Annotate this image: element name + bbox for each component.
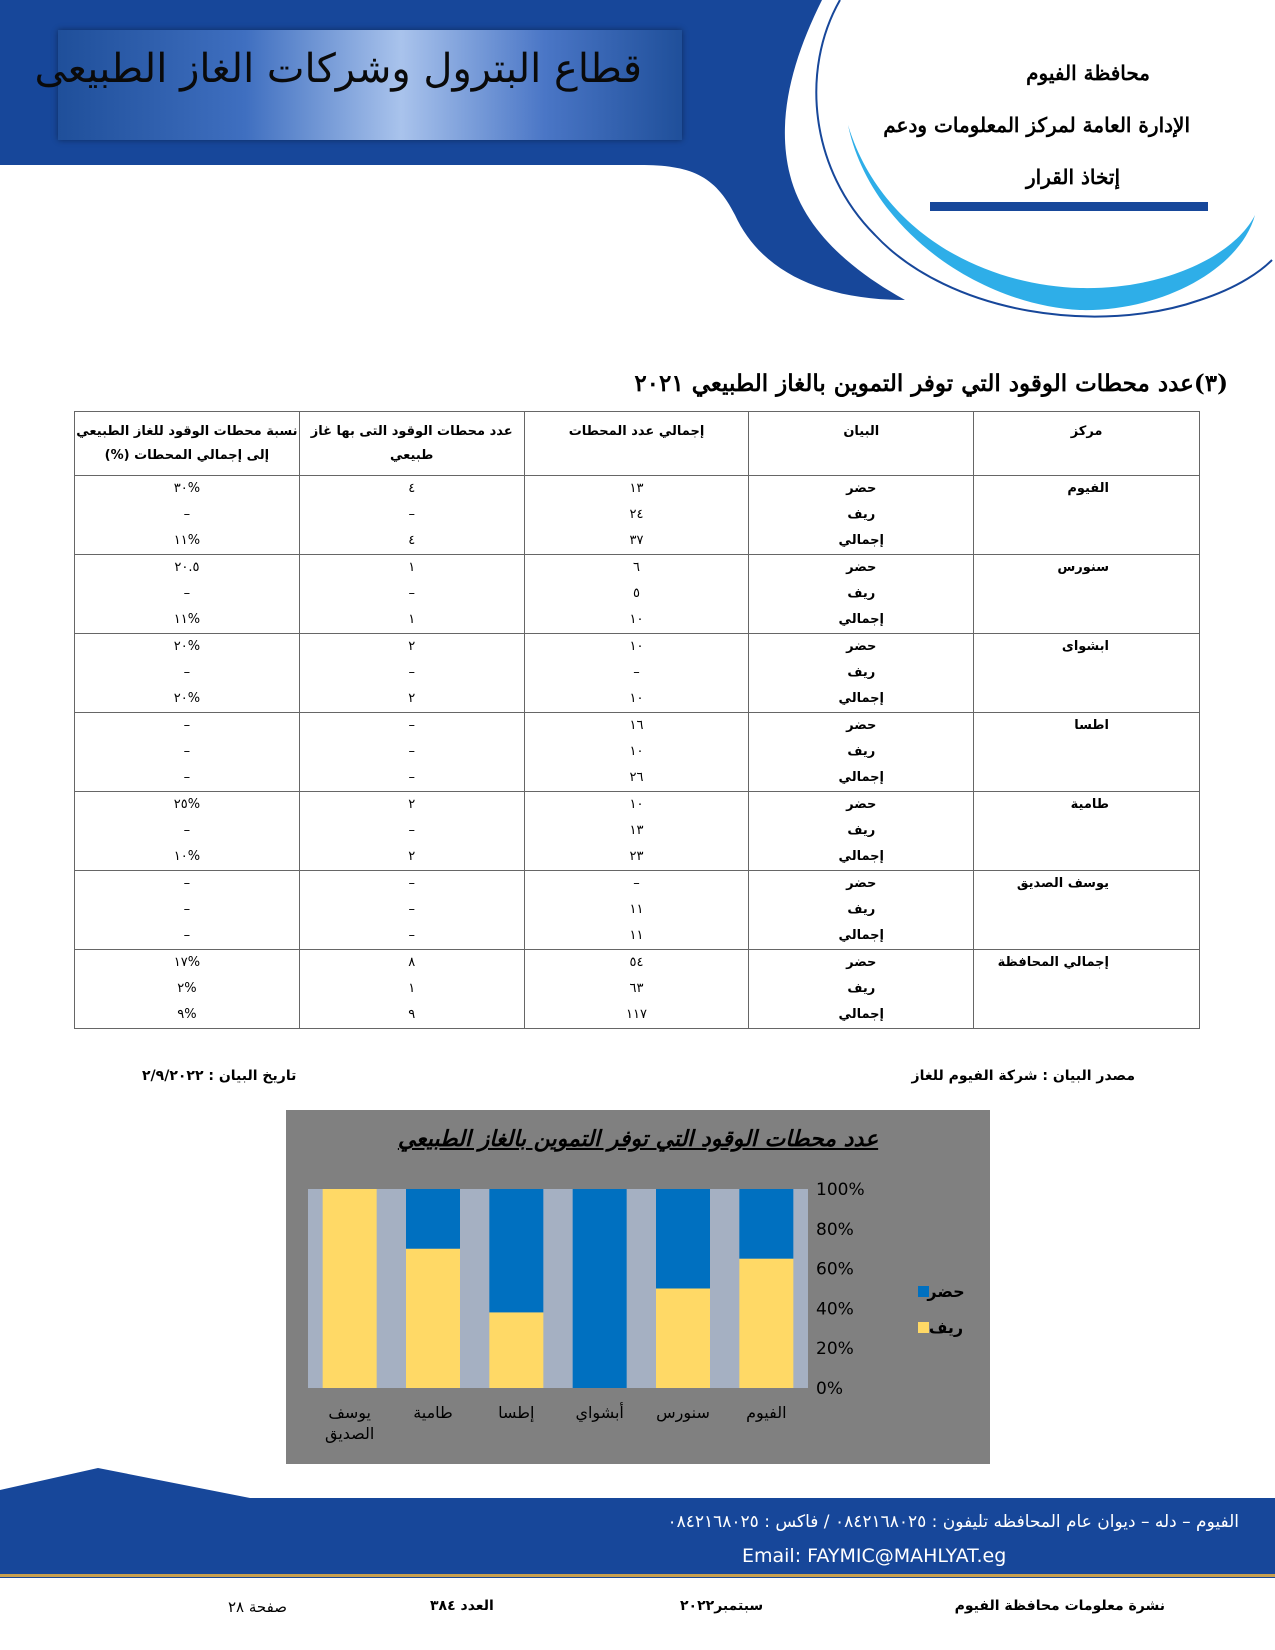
org-line-governorate: محافظة الفيوم <box>1026 61 1150 85</box>
legend-label: حضر <box>927 1282 965 1301</box>
bar-rural <box>489 1312 543 1388</box>
cell-ratio: – <box>75 818 300 844</box>
org-underline-bar <box>930 202 1208 211</box>
table-row <box>75 607 1200 634</box>
cell-ratio: – <box>75 581 300 607</box>
y-tick-label: 40% <box>816 1299 854 1320</box>
cell-center <box>974 660 1200 686</box>
header-ratio: نسبة محطات الوقود للغاز الطبيعي إلى إجمالي المحطات (%) <box>75 412 300 476</box>
cell-center <box>974 976 1200 1002</box>
cell-ratio: %١١ <box>75 528 300 555</box>
cell-total: ١٣ <box>524 818 749 844</box>
banner-title: قطاع البترول وشركات الغاز الطبيعى <box>34 46 642 92</box>
bar-urban <box>406 1189 460 1249</box>
cell-ratio: – <box>75 923 300 950</box>
bulletin-month: سبتمبر٢٠٢٢ <box>680 1598 764 1614</box>
plot-area <box>308 1189 808 1388</box>
cell-total: ١٠ <box>524 686 749 713</box>
cell-gas: ٢ <box>299 634 524 661</box>
cell-center: الفيوم <box>974 476 1200 503</box>
cell-center <box>974 581 1200 607</box>
cell-item: إجمالي <box>749 923 974 950</box>
cell-ratio: %٢٠ <box>75 686 300 713</box>
data-source: مصدر البيان : شركة الفيوم للغاز <box>911 1068 1135 1084</box>
x-tick-label: يوسف <box>328 1403 372 1422</box>
cell-gas: – <box>299 765 524 792</box>
org-line-decision: إتخاذ القرار <box>1025 165 1120 189</box>
y-tick-label: 80% <box>816 1219 854 1240</box>
table-row <box>75 739 1200 765</box>
table-row <box>75 976 1200 1002</box>
table-header-row <box>75 412 1200 476</box>
cell-gas: – <box>299 871 524 898</box>
cell-total: ٣٧ <box>524 528 749 555</box>
cell-gas: ٩ <box>299 1002 524 1029</box>
cell-center: إجمالي المحافظة <box>974 950 1200 977</box>
bulletin-name: نشرة معلومات محافظة الفيوم <box>954 1598 1165 1614</box>
cell-gas: – <box>299 713 524 740</box>
bar-rural <box>656 1289 710 1389</box>
table-row <box>75 923 1200 950</box>
cell-center: ابشواى <box>974 634 1200 661</box>
footer-email: Email: FAYMIC@MAHLYAT.eg <box>742 1545 1007 1567</box>
cell-center <box>974 1002 1200 1029</box>
cell-center <box>974 897 1200 923</box>
cell-gas: ٤ <box>299 528 524 555</box>
cell-total: ١٣ <box>524 476 749 503</box>
cell-total: ١٠ <box>524 607 749 634</box>
table-row <box>75 502 1200 528</box>
cell-ratio: %٢ <box>75 976 300 1002</box>
cell-total: ١١ <box>524 897 749 923</box>
y-tick-label: 20% <box>816 1339 854 1360</box>
cell-total: – <box>524 871 749 898</box>
cell-total: ٢٦ <box>524 765 749 792</box>
cell-center <box>974 686 1200 713</box>
header-center: مركز <box>974 412 1200 476</box>
cell-item: إجمالي <box>749 765 974 792</box>
legend-swatch <box>918 1322 929 1333</box>
bar-urban <box>739 1189 793 1259</box>
chart-title: عدد محطات الوقود التي توفر التموين بالغاز الطبيعي <box>397 1126 879 1152</box>
cell-center <box>974 765 1200 792</box>
cell-item: حضر <box>749 950 974 977</box>
table-row <box>75 950 1200 977</box>
cell-center <box>974 607 1200 634</box>
cell-gas: ٢ <box>299 844 524 871</box>
cell-total: ١٦ <box>524 713 749 740</box>
cell-ratio: %٢٥ <box>75 792 300 819</box>
bar-rural <box>739 1259 793 1388</box>
cell-item: إجمالي <box>749 528 974 555</box>
cell-ratio: %١٠ <box>75 844 300 871</box>
x-tick-label: الفيوم <box>746 1403 787 1422</box>
bar-rural <box>406 1249 460 1388</box>
footer-address: الفيوم – دله – ديوان عام المحافظه تليفون : ٠٨٤٢١٦٨٠٢٥ / فاكس : ٠٨٤٢١٦٨٠٢٥ <box>667 1512 1239 1532</box>
table-row <box>75 555 1200 582</box>
footer-gold-line <box>0 1574 1275 1577</box>
table-row <box>75 765 1200 792</box>
cell-item: ريف <box>749 976 974 1002</box>
cell-center <box>974 502 1200 528</box>
table-row <box>75 581 1200 607</box>
table-title: (٣)عدد محطات الوقود التي توفر التموين بالغاز الطبيعي ٢٠٢١ <box>634 370 1228 397</box>
cell-ratio: – <box>75 660 300 686</box>
cell-gas: ٢ <box>299 792 524 819</box>
cell-gas: ١ <box>299 976 524 1002</box>
cell-gas: – <box>299 660 524 686</box>
cell-ratio: %٩ <box>75 1002 300 1029</box>
table-row <box>75 792 1200 819</box>
cell-total: ٥٤ <box>524 950 749 977</box>
title-banner <box>34 30 682 140</box>
cell-item: ريف <box>749 660 974 686</box>
cell-total: ١٠ <box>524 792 749 819</box>
cell-total: ٢٣ <box>524 844 749 871</box>
x-tick-label: أبشواي <box>575 1403 624 1422</box>
cell-ratio: – <box>75 739 300 765</box>
cell-ratio: – <box>75 765 300 792</box>
table-row <box>75 528 1200 555</box>
data-date: تاريخ البيان : ٢/٩/٢٠٢٢ <box>142 1068 297 1084</box>
x-tick-label: الصديق <box>324 1424 375 1443</box>
cell-ratio: – <box>75 871 300 898</box>
bar-urban <box>656 1189 710 1289</box>
cell-center <box>974 818 1200 844</box>
cell-item: ريف <box>749 502 974 528</box>
cell-total: ١١٧ <box>524 1002 749 1029</box>
cell-gas: ١ <box>299 555 524 582</box>
header-item: البيان <box>749 412 974 476</box>
cell-gas: ٤ <box>299 476 524 503</box>
org-line-center: الإدارة العامة لمركز المعلومات ودعم <box>883 113 1190 137</box>
organization-block <box>883 55 1210 195</box>
legend-label: ريف <box>928 1318 964 1337</box>
header-gas: عدد محطات الوقود التى بها غاز طبيعي <box>299 412 524 476</box>
cell-total: ٥ <box>524 581 749 607</box>
table-row <box>75 660 1200 686</box>
cell-item: حضر <box>749 792 974 819</box>
cell-center: يوسف الصديق <box>974 871 1200 898</box>
cell-total: – <box>524 660 749 686</box>
cell-center <box>974 528 1200 555</box>
cell-item: ريف <box>749 739 974 765</box>
cell-ratio: %٣٠ <box>75 476 300 503</box>
cell-total: ٢٤ <box>524 502 749 528</box>
y-tick-label: 0% <box>816 1379 843 1399</box>
cell-center: طامية <box>974 792 1200 819</box>
table-row <box>75 686 1200 713</box>
table-row <box>75 1002 1200 1029</box>
table-row <box>75 897 1200 923</box>
cell-item: حضر <box>749 634 974 661</box>
cell-gas: – <box>299 897 524 923</box>
cell-gas: ١ <box>299 607 524 634</box>
cell-gas: – <box>299 502 524 528</box>
table-row <box>75 713 1200 740</box>
cell-center <box>974 844 1200 871</box>
cell-center <box>974 739 1200 765</box>
cell-total: ١٠ <box>524 739 749 765</box>
table-row <box>75 871 1200 898</box>
cell-item: حضر <box>749 476 974 503</box>
y-tick-label: 100% <box>816 1180 865 1200</box>
cell-item: إجمالي <box>749 686 974 713</box>
stations-table <box>74 411 1200 1029</box>
cell-ratio: ٢٠.٥ <box>75 555 300 582</box>
page-number: صفحة ٢٨ <box>228 1598 287 1616</box>
cell-total: ٦ <box>524 555 749 582</box>
cell-gas: – <box>299 818 524 844</box>
x-tick-label: طامية <box>413 1403 453 1422</box>
bar-urban <box>489 1189 543 1312</box>
table-row <box>75 476 1200 503</box>
cell-gas: – <box>299 581 524 607</box>
bar-urban <box>573 1189 627 1388</box>
cell-ratio: %١١ <box>75 607 300 634</box>
bar-rural <box>323 1189 377 1388</box>
cell-ratio: – <box>75 502 300 528</box>
bulletin-issue: العدد ٣٨٤ <box>430 1598 494 1614</box>
cell-item: ريف <box>749 897 974 923</box>
cell-item: إجمالي <box>749 1002 974 1029</box>
cell-item: حضر <box>749 555 974 582</box>
cell-ratio: – <box>75 897 300 923</box>
table-row <box>75 818 1200 844</box>
x-tick-label: سنورس <box>656 1403 710 1422</box>
cell-ratio: %١٧ <box>75 950 300 977</box>
cell-ratio: %٢٠ <box>75 634 300 661</box>
cell-item: حضر <box>749 713 974 740</box>
cell-center <box>974 923 1200 950</box>
cell-total: ١٠ <box>524 634 749 661</box>
chart-svg <box>286 1110 990 1464</box>
cell-item: إجمالي <box>749 844 974 871</box>
cell-center: سنورس <box>974 555 1200 582</box>
cell-item: إجمالي <box>749 607 974 634</box>
cell-item: حضر <box>749 871 974 898</box>
cell-gas: ٢ <box>299 686 524 713</box>
cell-gas: – <box>299 923 524 950</box>
y-tick-label: 60% <box>816 1259 854 1280</box>
table-body <box>75 476 1200 1029</box>
cell-item: ريف <box>749 818 974 844</box>
cell-gas: – <box>299 739 524 765</box>
table-row <box>75 844 1200 871</box>
cell-ratio: – <box>75 713 300 740</box>
chart-container <box>286 1110 990 1464</box>
cell-total: ١١ <box>524 923 749 950</box>
x-tick-label: إطسا <box>498 1403 535 1422</box>
header-total: إجمالي عدد المحطات <box>524 412 749 476</box>
table-row <box>75 634 1200 661</box>
cell-total: ٦٣ <box>524 976 749 1002</box>
cell-center: اطسا <box>974 713 1200 740</box>
cell-gas: ٨ <box>299 950 524 977</box>
cell-item: ريف <box>749 581 974 607</box>
